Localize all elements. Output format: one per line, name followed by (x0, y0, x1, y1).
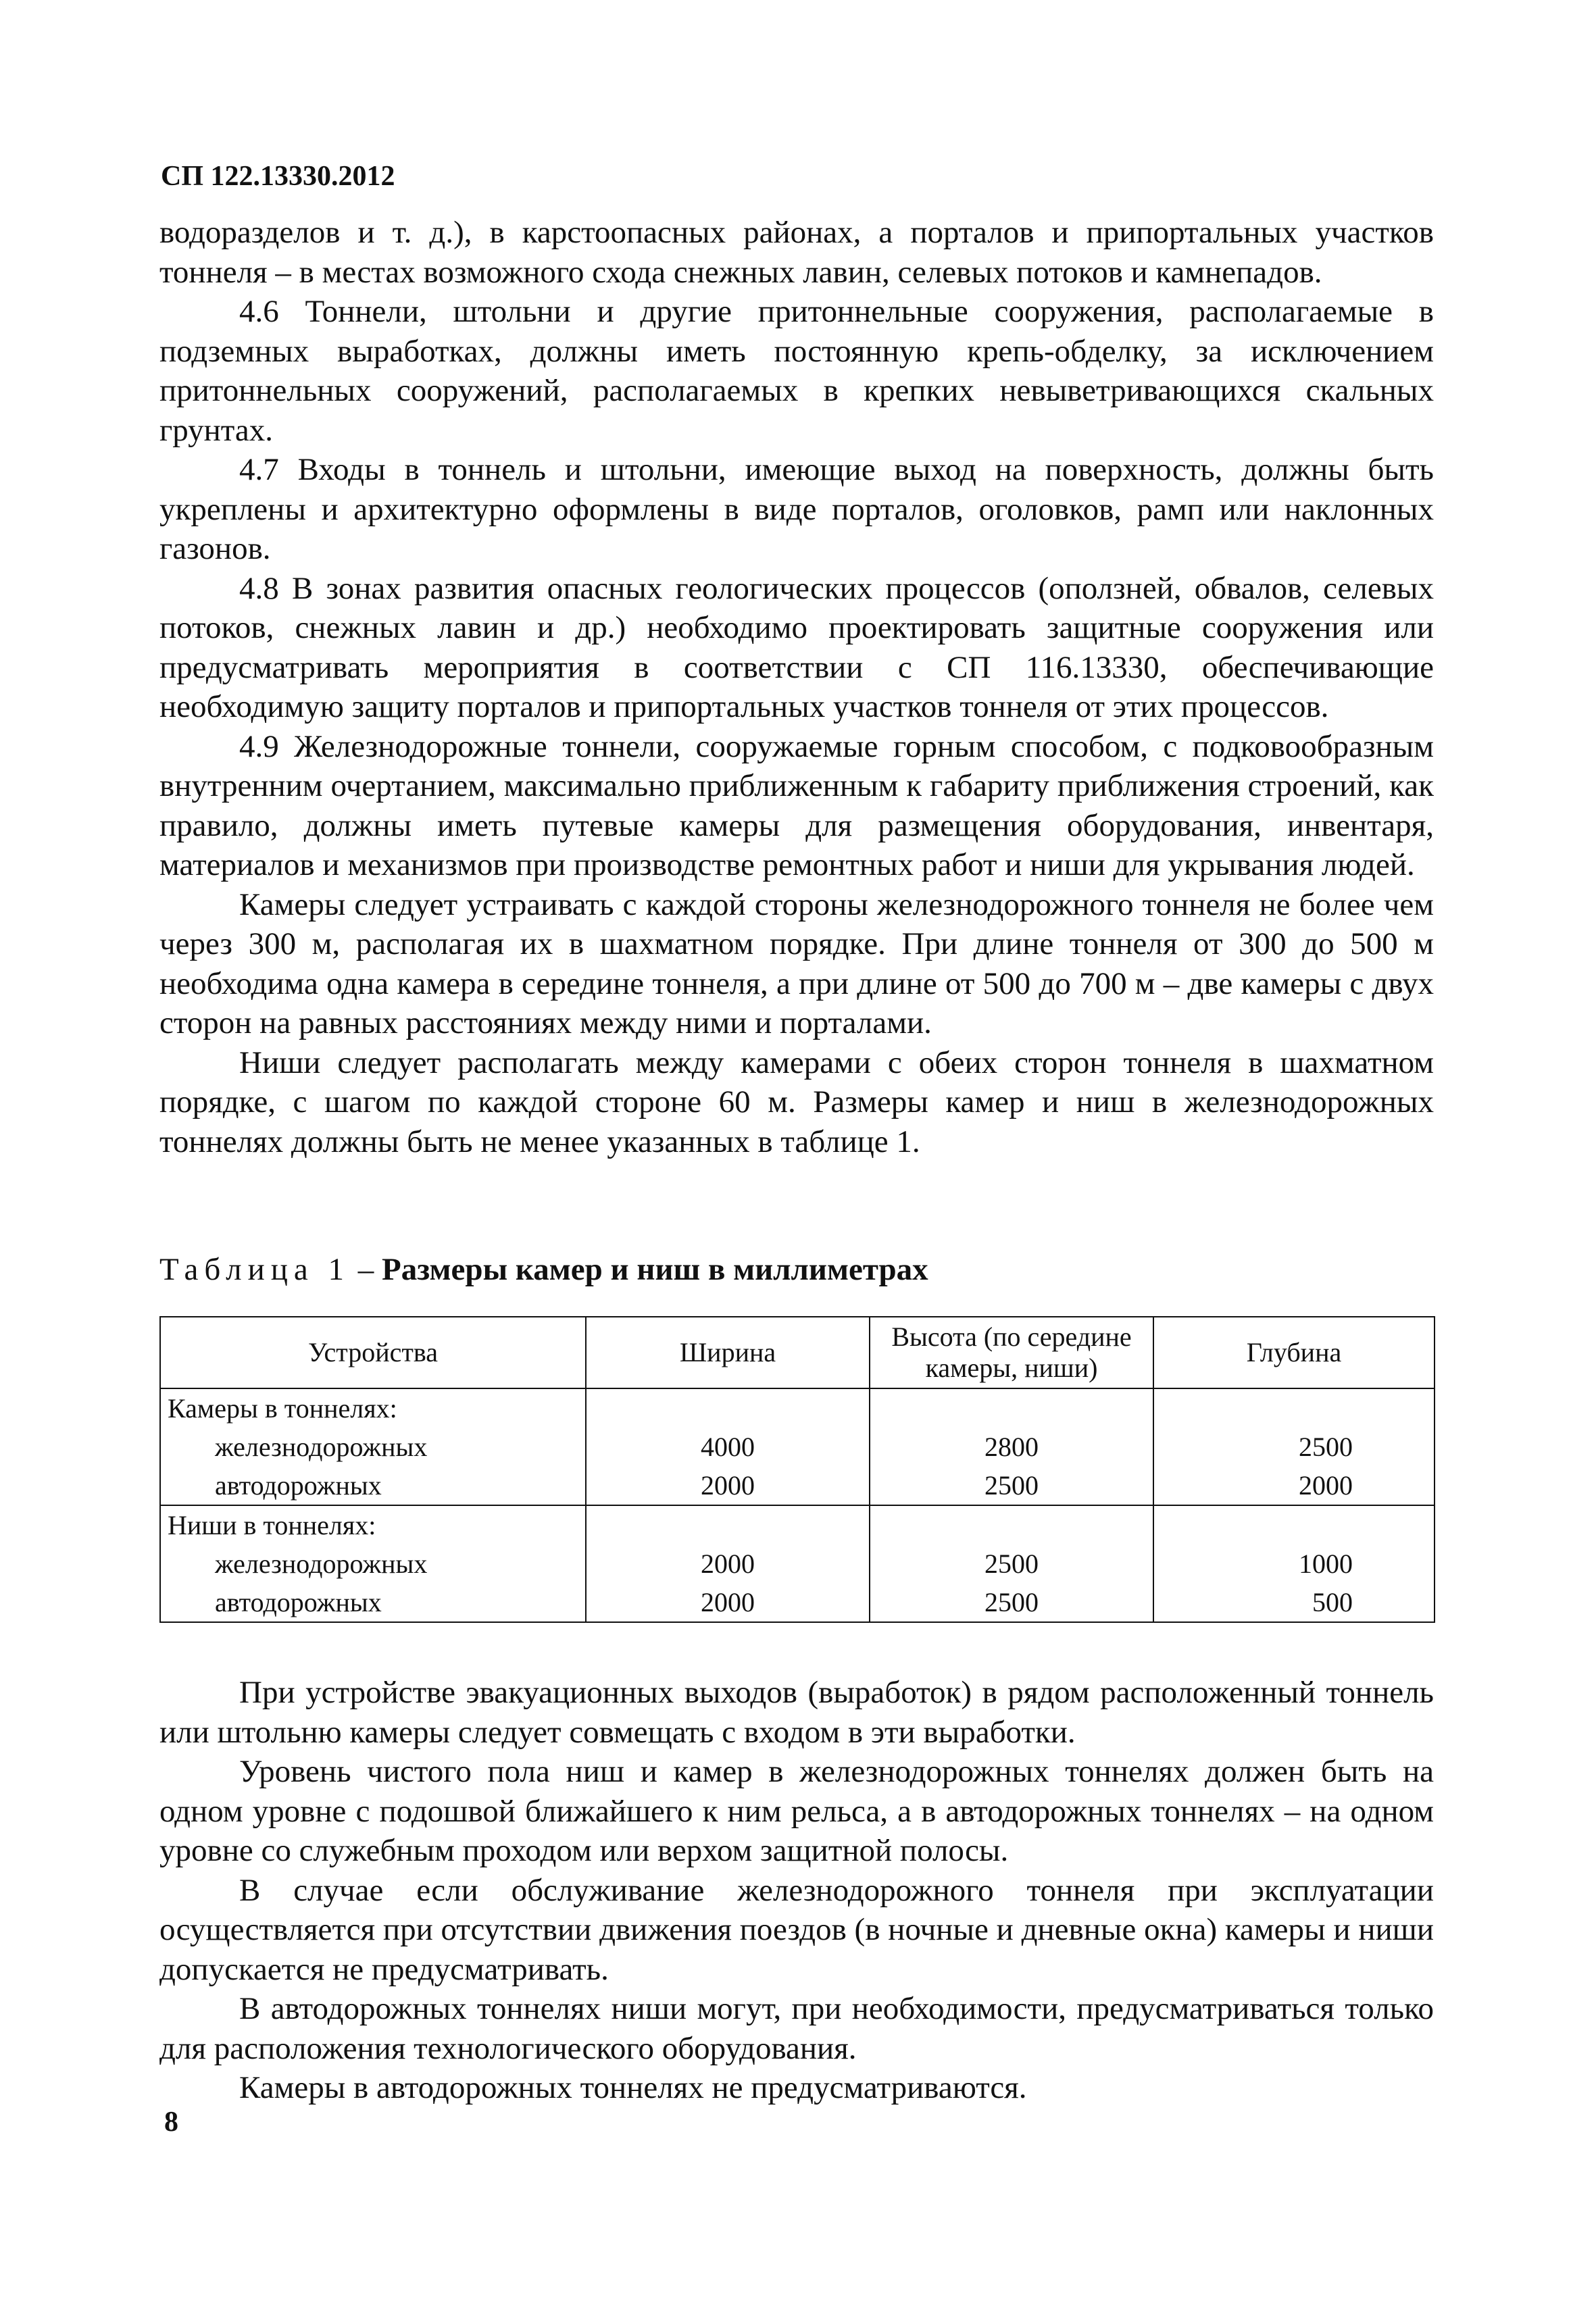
paragraph-continuation: водоразделов и т. д.), в карстоопасных районах, а порталов и припортальных участков тоннеля – в местах возможного схода снежных лавин, селевых потоков и камнепадов. (159, 215, 1434, 290)
cell-height: 2500 (870, 1583, 1153, 1622)
page-number: 8 (164, 2107, 178, 2138)
cell-depth: 500 (1153, 1583, 1435, 1622)
header-devices: Устройства (160, 1317, 586, 1388)
table-group-row (160, 1505, 1435, 1544)
group-label-niches: Ниши в тоннелях: (160, 1505, 586, 1544)
document-code-header: СП 122.13330.2012 (161, 161, 395, 192)
table-row (160, 1428, 1435, 1466)
table-caption-title: Размеры камер и ниш в миллиметрах (382, 1252, 928, 1287)
dimensions-table (159, 1316, 1435, 1623)
cell-height: 2500 (870, 1466, 1153, 1505)
paragraph-road-chambers: Камеры в автодорожных тоннелях не предусматриваются. (239, 2070, 1027, 2105)
row-name: железнодорожных (160, 1428, 586, 1466)
cell-height: 2500 (870, 1544, 1153, 1583)
paragraph-4-6: 4.6 Тоннели, штольни и другие притоннельные сооружения, располагаемые в подземных выработках, должны иметь постоянную крепь-обделку, за исключением притоннельных сооружений, располагаемых в крепких невыветривающихся скальных грунтах. (159, 294, 1434, 448)
row-name: железнодорожных (160, 1544, 586, 1583)
cell-depth: 2000 (1153, 1466, 1435, 1505)
table-header-row (160, 1317, 1435, 1388)
paragraph-niches: Ниши следует располагать между камерами с обеих сторон тоннеля в шахматном порядке, с шагом по каждой стороне 60 м. Размеры камер и ниш в железнодорожных тоннелях должны быть не менее указанных в таблице 1. (159, 1045, 1434, 1159)
table-caption-prefix: Таблица 1 (159, 1252, 351, 1287)
header-depth: Глубина (1153, 1317, 1435, 1388)
paragraph-evacuation: При устройстве эвакуационных выходов (выработок) в рядом расположенный тоннель или штольню камеры следует совмещать с входом в эти выработки. (159, 1675, 1434, 1750)
table-row (160, 1466, 1435, 1505)
table-group-row (160, 1388, 1435, 1428)
paragraph-4-9: 4.9 Железнодорожные тоннели, сооружаемые горным способом, с подковообразным внутренним очертанием, максимально приближенным к габариту приближения строений, как правило, должны иметь путевые камеры для размещения оборудования, инвентаря, материалов и механизмов при производстве ремонтных работ и ниши для укрывания людей. (159, 728, 1434, 882)
paragraph-floor-level: Уровень чистого пола ниш и камер в железнодорожных тоннелях должен быть на одном уровне с подошвой ближайшего к ним рельса, а в автодорожных тоннелях – на одном уровне со служебным проходом или верхом защитной полосы. (159, 1754, 1434, 1868)
paragraph-4-8: 4.8 В зонах развития опасных геологических процессов (оползней, обвалов, селевых потоков, снежных лавин и др.) необходимо проектировать защитные сооружения или предусматривать мероприятия в соответствии с СП 116.13330, обеспечивающие необходимую защиту порталов и припортальных участков тоннеля от этих процессов. (159, 570, 1434, 724)
paragraph-maintenance: В случае если обслуживание железнодорожного тоннеля при эксплуатации осуществляется при отсутствии движения поездов (в ночные и дневные окна) камеры и ниши допускается не предусматривать. (159, 1872, 1434, 1987)
row-name: автодорожных (160, 1583, 586, 1622)
cell-width: 2000 (586, 1583, 870, 1622)
body-text-top (159, 213, 1434, 1161)
table-row (160, 1544, 1435, 1583)
cell-width: 4000 (586, 1428, 870, 1466)
table-caption (159, 1250, 1434, 1289)
header-width: Ширина (586, 1317, 870, 1388)
paragraph-road-niches: В автодорожных тоннелях ниши могут, при необходимости, предусматриваться только для расположения технологического оборудования. (159, 1991, 1434, 2066)
cell-depth: 2500 (1153, 1428, 1435, 1466)
cell-width: 2000 (586, 1466, 870, 1505)
body-text-bottom (159, 1673, 1434, 2108)
cell-height: 2800 (870, 1428, 1153, 1466)
cell-width: 2000 (586, 1544, 870, 1583)
table-caption-dash: – (350, 1252, 382, 1287)
table-row (160, 1583, 1435, 1622)
row-name: автодорожных (160, 1466, 586, 1505)
header-height: Высота (по середине камеры, ниши) (870, 1317, 1153, 1388)
paragraph-4-7: 4.7 Входы в тоннель и штольни, имеющие выход на поверхность, должны быть укреплены и архитектурно оформлены в виде порталов, оголовков, рамп или наклонных газонов. (159, 452, 1434, 566)
group-label-chambers: Камеры в тоннелях: (160, 1388, 586, 1428)
cell-depth: 1000 (1153, 1544, 1435, 1583)
paragraph-chambers: Камеры следует устраивать с каждой стороны железнодорожного тоннеля не более чем через 300 м, располагая их в шахматном порядке. При длине тоннеля от 300 до 500 м необходима одна камера в середине тоннеля, а при длине от 500 до 700 м – две камеры с двух сторон на равных расстояниях между ними и порталами. (159, 886, 1434, 1040)
